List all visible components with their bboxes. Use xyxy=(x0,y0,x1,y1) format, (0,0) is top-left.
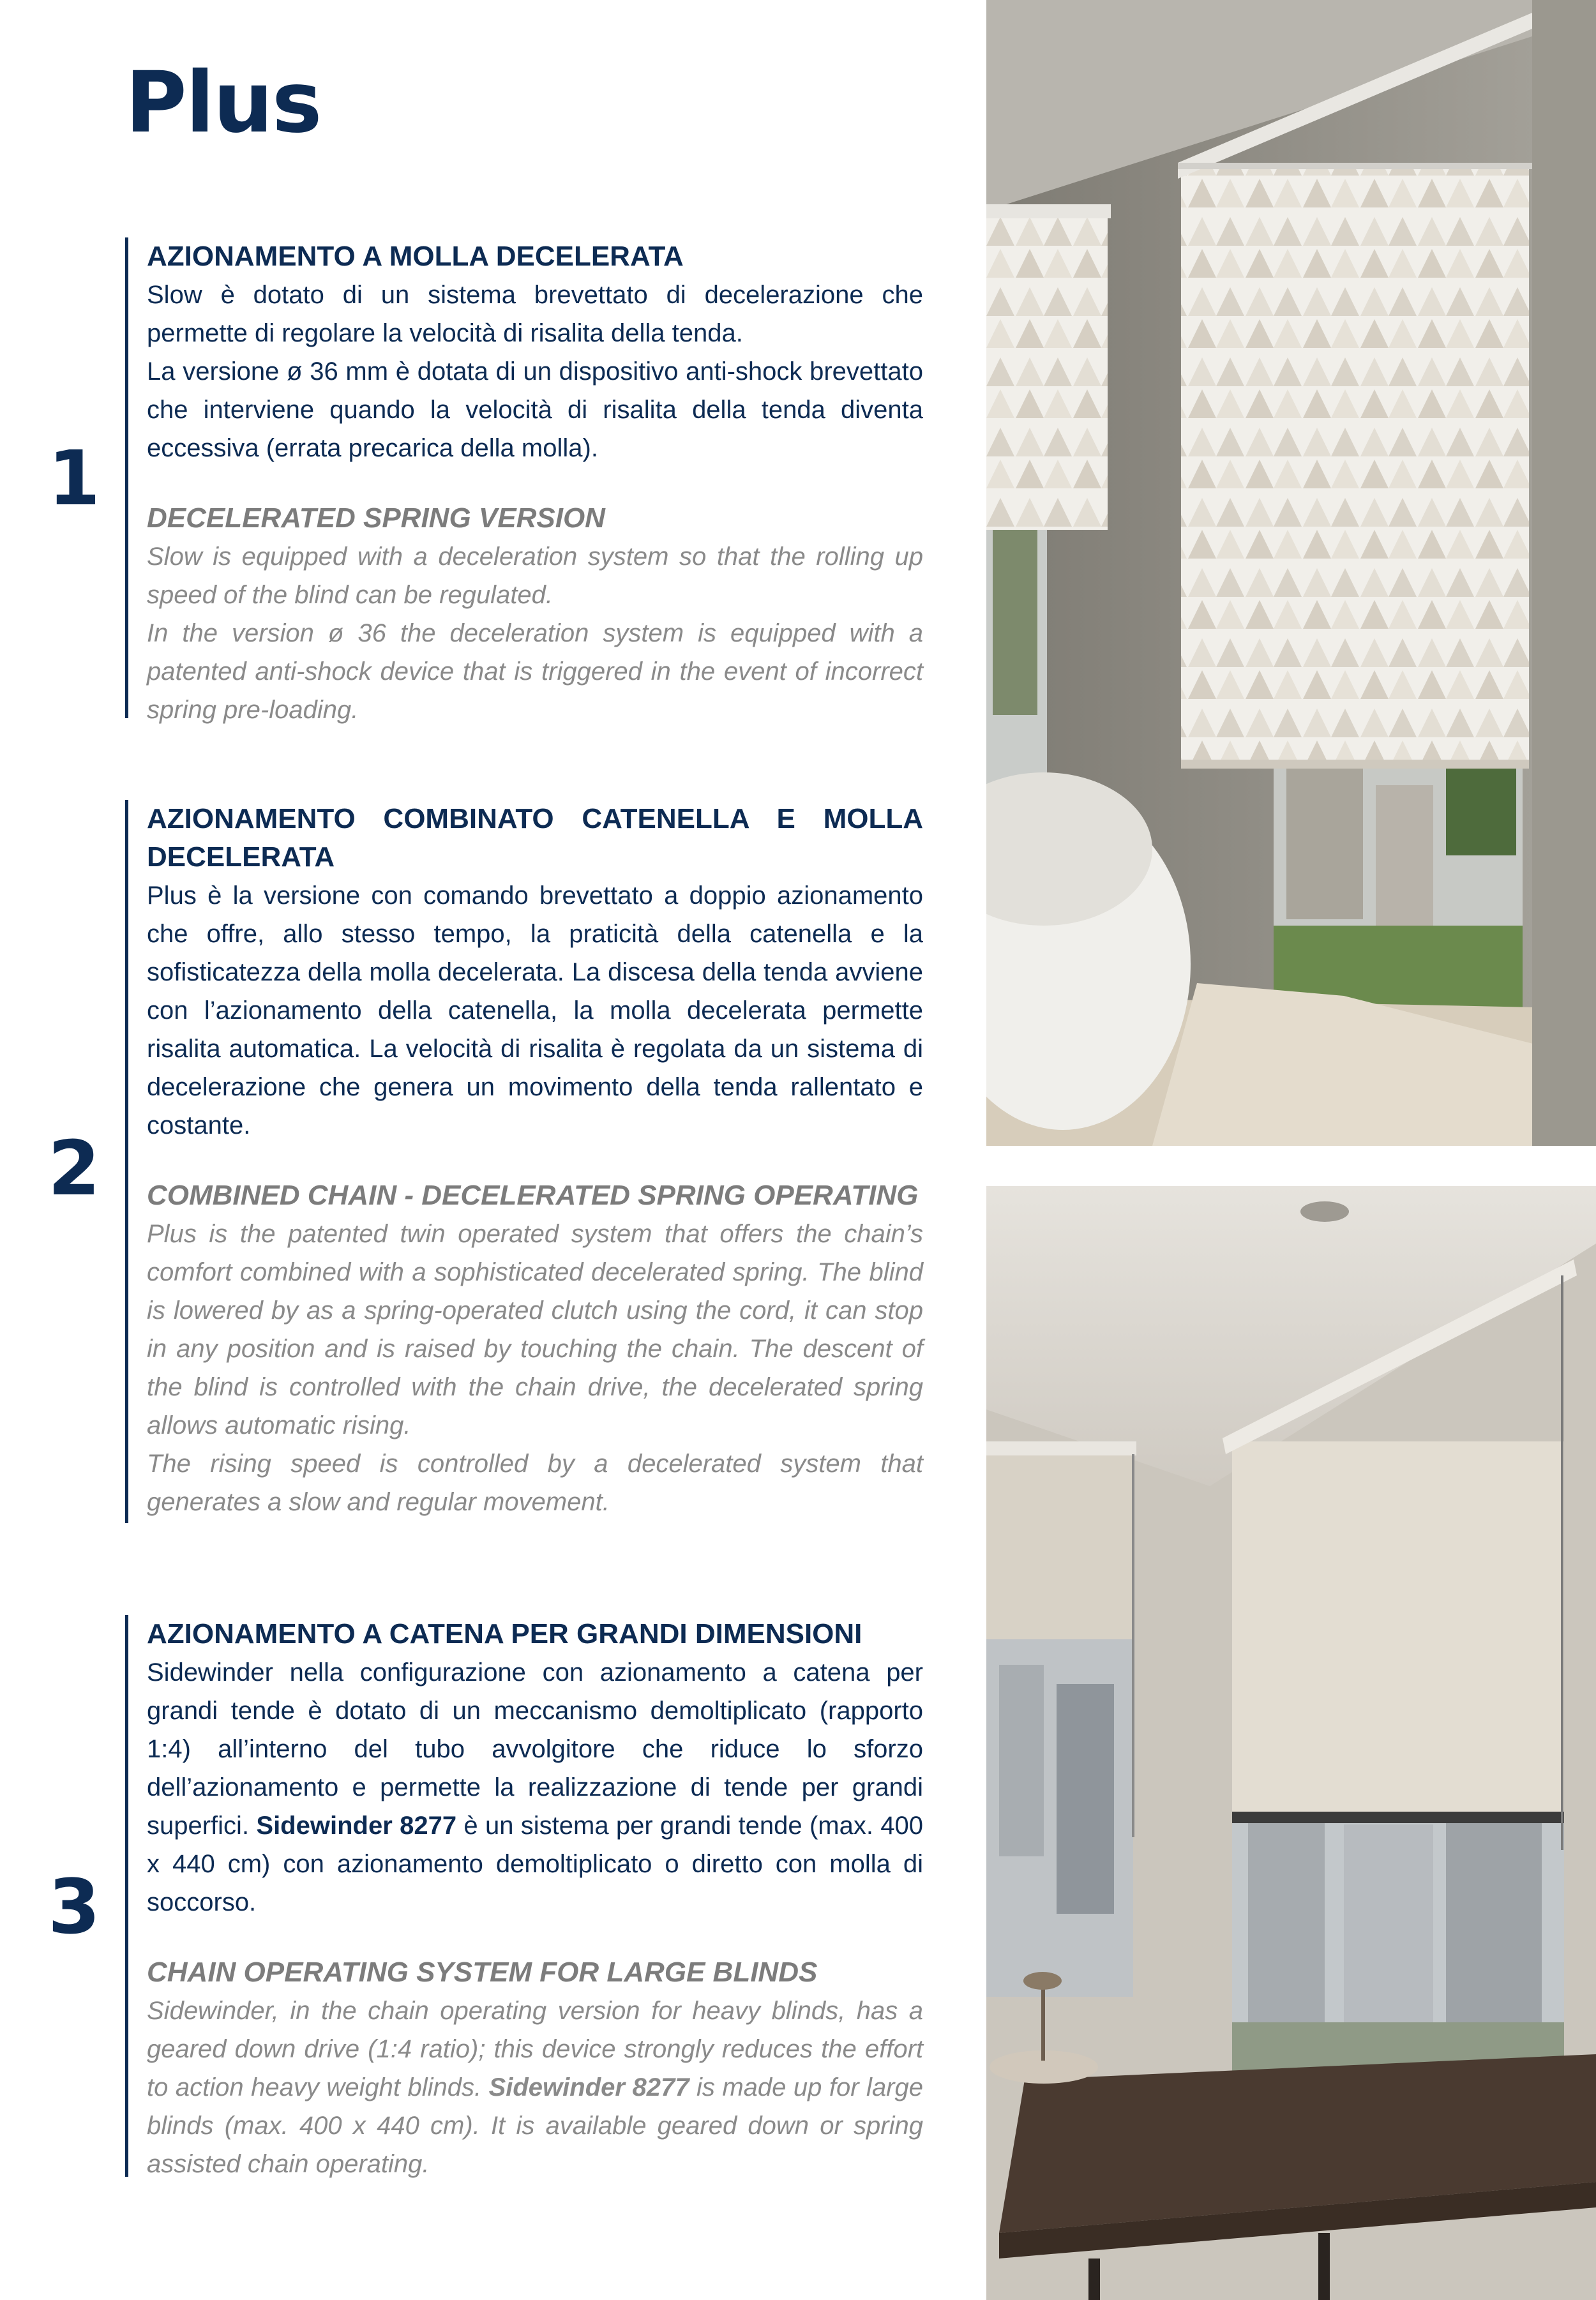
paragraph-it: Slow è dotato di un sistema brevettato di decelerazione che permette di regolare la velocità di risalita della tenda. xyxy=(147,281,923,347)
paragraph-it: La versione ø 36 mm è dotata di un dispositivo anti-shock brevettato che interviene quando la velocità di risalita della tenda diventa eccessiva (errata precarica della molla). xyxy=(147,357,923,462)
text-run: is made up for large blinds (max. 400 x 440 cm). It is available geared down or spring assisted chain operating. xyxy=(147,2073,923,2178)
paragraph-it xyxy=(147,1653,923,1921)
paragraph-en: The rising speed is controlled by a decelerated system that generates a slow and regular movement. xyxy=(147,1450,923,1516)
section-divider-bar xyxy=(125,237,128,718)
section-3 xyxy=(47,1615,924,2178)
section-heading-en: DECELERATED SPRING VERSION xyxy=(147,502,605,534)
section-heading-en: CHAIN OPERATING SYSTEM FOR LARGE BLINDS xyxy=(147,1957,818,1988)
paragraph-en: Plus is the patented twin operated system that offers the chain’s comfort combined with a sophisticated decelerated spring. The blind is lowered by as a spring-operated clutch using the cord, it can stop in any position and is raised by touching the chain. The descent of the blind is controlled with the chain drive, the decelerated spring allows automatic rising. xyxy=(147,1220,923,1439)
section-text xyxy=(147,1615,923,2183)
product-name: Sidewinder 8277 xyxy=(256,1812,457,1840)
text-run: è un sistema per grandi tende (max. 400 x 440 cm) con azionamento demoltiplicato o diretto con molla di soccorso. xyxy=(147,1812,924,1916)
photo-patterned-roller-blinds xyxy=(986,0,1596,1146)
paragraph-en: Slow is equipped with a deceleration system so that the rolling up speed of the blind can be regulated. xyxy=(147,543,923,609)
section-number: 2 xyxy=(47,1124,101,1212)
section-number: 3 xyxy=(47,1863,101,1951)
section-number: 1 xyxy=(47,434,101,522)
section-text xyxy=(147,800,923,1521)
section-heading-it: AZIONAMENTO A CATENA PER GRANDI DIMENSIONI xyxy=(147,1618,862,1650)
section-divider-bar xyxy=(125,1615,128,2177)
section-2 xyxy=(47,800,923,1523)
section-text xyxy=(147,237,923,729)
text-run: Sidewinder nella configurazione con azionamento a catena per grandi tende è dotato di un meccanismo demoltiplicato (rapporto 1:4) all’interno del tubo avvolgitore che riduce lo sforzo dell’azionamento e permette la realizzazione di tende per grandi superfici. xyxy=(147,1658,923,1840)
room-illustration xyxy=(986,0,1596,1146)
paragraph-en: In the version ø 36 the deceleration system is equipped with a patented anti-shock device that is triggered in the event of incorrect spring pre-loading. xyxy=(147,619,923,724)
page-title: Plus xyxy=(125,54,321,152)
section-heading-en: COMBINED CHAIN - DECELERATED SPRING OPERATING xyxy=(147,1180,919,1211)
section-1 xyxy=(47,237,923,724)
section-heading-it: AZIONAMENTO COMBINATO CATENELLA E MOLLA DECELERATA xyxy=(147,803,923,873)
room-illustration xyxy=(986,1186,1596,2300)
product-name: Sidewinder 8277 xyxy=(488,2073,689,2101)
paragraph-it: Plus è la versione con comando brevettato a doppio azionamento che offre, allo stesso tempo, la praticità della catenella e la sofisticatezza della molla decelerata. La discesa della tenda avviene con l’azionamento della catenella, la molla decelerata permette risalita automatica. La velocità di risalita è regolata da un sistema di decelerazione che genera un movimento della tenda rallentato e costante. xyxy=(147,882,923,1139)
section-divider-bar xyxy=(125,800,128,1523)
paragraph-en xyxy=(147,1992,923,2183)
photo-dining-room-roller-blinds xyxy=(986,1186,1596,2300)
section-heading-it: AZIONAMENTO A MOLLA DECELERATA xyxy=(147,241,684,272)
text-run: Sidewinder, in the chain operating version for heavy blinds, has a geared down drive (1:4 ratio); this device strongly reduces the effort to action heavy weight blinds. xyxy=(147,1997,923,2101)
